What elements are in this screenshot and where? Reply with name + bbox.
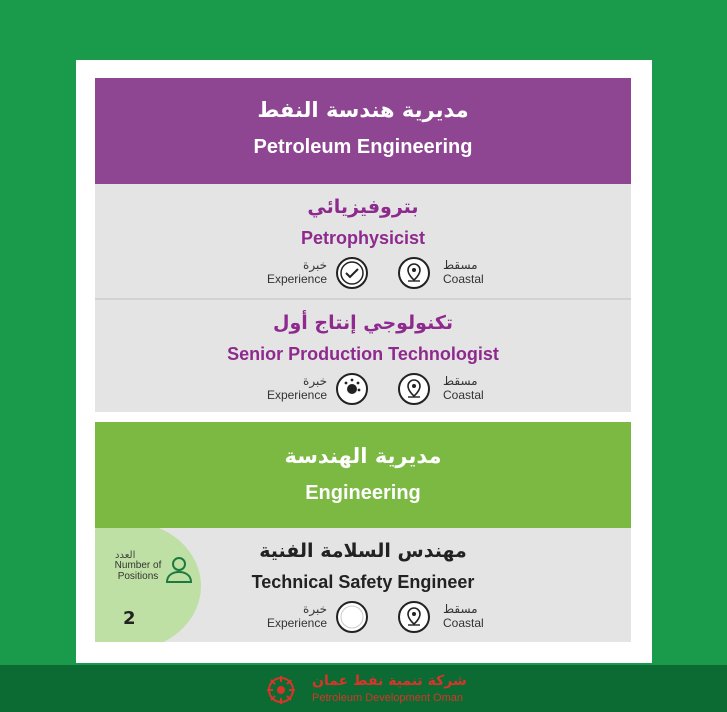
job-title-ar: تكنولوجي إنتاج أول xyxy=(272,312,454,334)
location-label-en: Coastal xyxy=(443,388,484,402)
job-title-ar: بتروفيزيائي xyxy=(307,196,419,218)
experience-info xyxy=(255,256,375,290)
location-info xyxy=(395,256,515,290)
job-title-ar: مهندس السلامة الفنية xyxy=(259,540,467,562)
job-title-en: Technical Safety Engineer xyxy=(251,572,475,592)
check-circle-icon xyxy=(335,256,369,294)
experience-label-en: Experience xyxy=(266,616,327,630)
section-title-en: Engineering xyxy=(305,482,421,504)
location-label-ar: مسقط xyxy=(443,374,478,388)
location-info xyxy=(395,372,515,406)
experience-info xyxy=(255,600,375,634)
section-header-petroleum-engineering xyxy=(95,78,631,184)
positions-label-en: Number of Positions xyxy=(114,560,162,582)
company-name-ar: شركة تنمية نفط عمان xyxy=(312,673,467,689)
location-label-ar: مسقط xyxy=(443,602,478,616)
job-title-en: Petrophysicist xyxy=(300,228,426,248)
location-label-en: Coastal xyxy=(443,616,484,630)
pdo-sunburst-logo-icon xyxy=(261,675,301,709)
section-header-engineering xyxy=(95,422,631,528)
section-title-en: Petroleum Engineering xyxy=(253,136,473,158)
job-card-senior-production-technologist[interactable] xyxy=(95,300,631,412)
experience-info xyxy=(255,372,375,406)
company-name-en: Petroleum Development Oman xyxy=(312,692,464,704)
job-card-petrophysicist[interactable] xyxy=(95,184,631,298)
positions-count: 2 xyxy=(123,608,136,629)
section-title-ar: مديرية الهندسة xyxy=(284,444,442,468)
location-info xyxy=(395,600,515,634)
location-label-ar: مسقط xyxy=(443,258,478,272)
experience-label-ar: خبرة xyxy=(303,602,327,616)
dots-circle-icon xyxy=(335,372,369,410)
experience-label-ar: خبرة xyxy=(303,374,327,388)
positions-badge xyxy=(95,528,203,642)
positions-label-ar: العدد xyxy=(115,550,136,561)
location-pin-icon xyxy=(397,372,431,410)
empty-circle-icon xyxy=(335,600,369,638)
person-icon xyxy=(163,554,195,590)
experience-label-ar: خبرة xyxy=(303,258,327,272)
experience-label-en: Experience xyxy=(266,388,327,402)
location-pin-icon xyxy=(397,256,431,294)
experience-label-en: Experience xyxy=(266,272,327,286)
vacancy-card xyxy=(76,60,652,663)
location-pin-icon xyxy=(397,600,431,638)
section-title-ar: مديرية هندسة النفط xyxy=(257,98,469,122)
footer-bar xyxy=(0,665,727,712)
location-label-en: Coastal xyxy=(443,272,484,286)
job-title-en: Senior Production Technologist xyxy=(227,344,499,364)
